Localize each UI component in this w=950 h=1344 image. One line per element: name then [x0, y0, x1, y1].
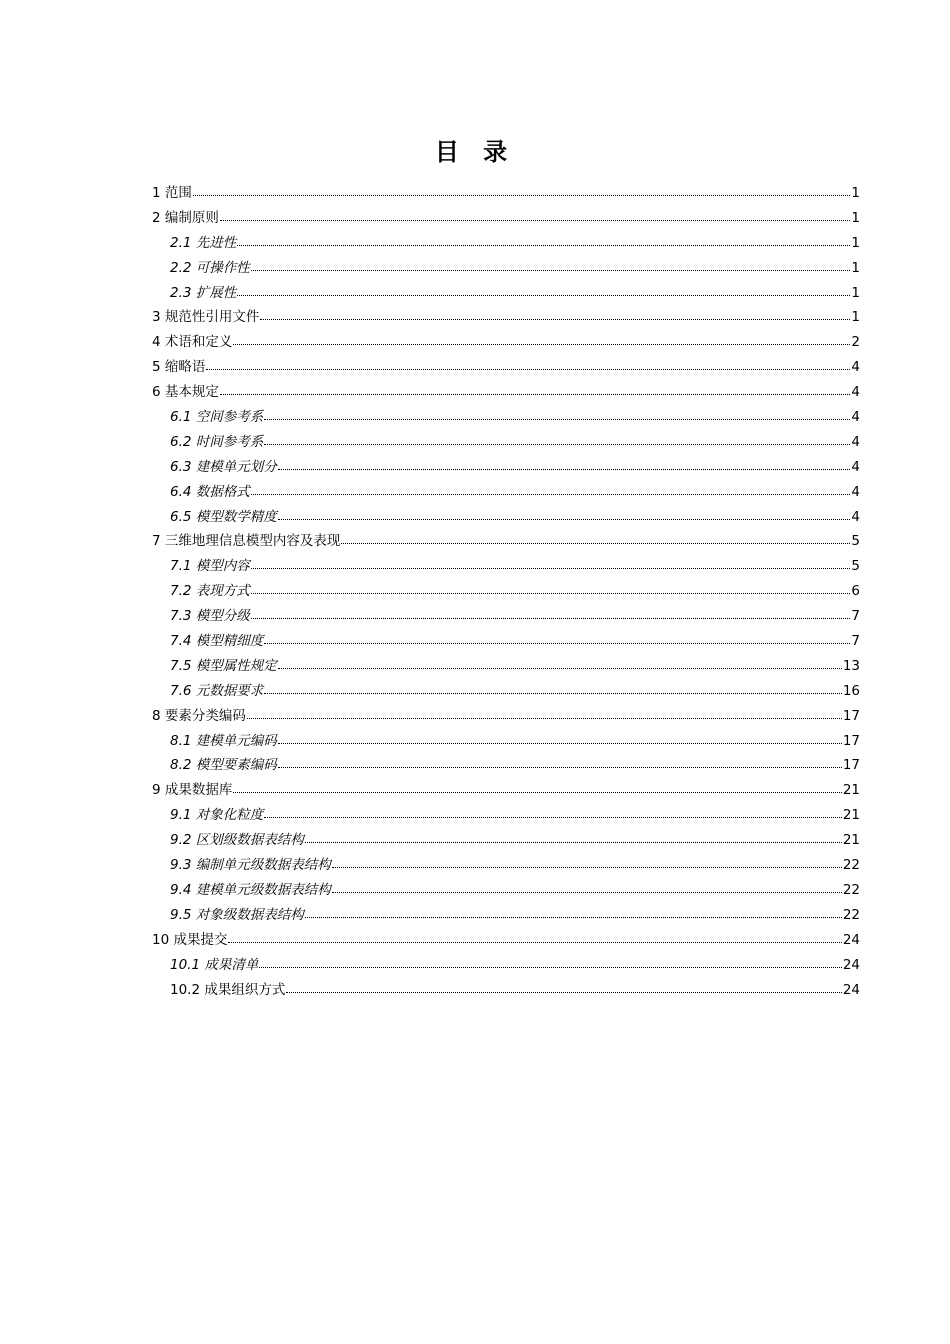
toc-entry-number: 7: [152, 533, 161, 550]
dot-leader: [260, 309, 850, 321]
toc-entry-label: 建模单元划分: [195, 458, 277, 475]
dot-leader: [264, 409, 850, 421]
toc-entry-title: [170, 430, 263, 455]
toc-entry[interactable]: [152, 629, 860, 654]
toc-page-number: 4: [851, 409, 860, 426]
toc-entry-label: 表现方式: [195, 583, 250, 600]
toc-entry-number: 9.4: [170, 881, 192, 898]
toc-page-number: 13: [842, 657, 860, 674]
toc-entry-number: 6.4: [170, 483, 192, 500]
toc-page-number: 7: [851, 633, 860, 650]
toc-page-number: 21: [842, 832, 860, 849]
toc-entry-title: [170, 281, 236, 306]
toc-entry-label: 元数据要求: [195, 682, 264, 699]
toc-entry[interactable]: [152, 604, 860, 629]
toc-page-number: 24: [842, 931, 860, 948]
toc-entry-label: 模型属性规定: [195, 657, 277, 674]
toc-entry-number: 4: [152, 334, 161, 351]
toc-page-number: 4: [851, 483, 860, 500]
toc-entry-number: 8: [152, 707, 161, 724]
dot-leader: [264, 807, 842, 819]
dot-leader: [206, 359, 850, 371]
toc-entry[interactable]: [152, 505, 860, 530]
toc-page-number: 1: [851, 209, 860, 226]
dot-leader: [247, 708, 842, 720]
toc-entry-label: 成果组织方式: [204, 981, 286, 998]
dot-leader: [228, 932, 841, 944]
toc-entry-number: 7.2: [170, 583, 192, 600]
toc-entry-title: [152, 330, 232, 355]
toc-entry-number: 2.2: [170, 259, 192, 276]
toc-entry-title: [170, 803, 263, 828]
dot-leader: [220, 210, 851, 222]
toc-entry-title: [170, 654, 277, 679]
toc-entry[interactable]: [152, 654, 860, 679]
toc-page-number: 7: [851, 608, 860, 625]
toc-page-number: 1: [851, 309, 860, 326]
toc-entry-number: 1: [152, 185, 161, 201]
toc-entry-number: 7.5: [170, 657, 192, 674]
dot-leader: [278, 459, 851, 471]
toc-entry-label: 成果提交: [173, 931, 228, 948]
toc-entry-label: 模型要素编码: [195, 757, 277, 774]
toc-entry-title: [170, 231, 236, 256]
toc-page-number: 5: [851, 533, 860, 550]
toc-page-number: 2: [851, 334, 860, 351]
toc-page-number: 22: [842, 906, 860, 923]
toc-entry-title: [152, 704, 246, 729]
toc-entry[interactable]: [152, 355, 860, 380]
dot-leader: [251, 260, 851, 272]
dot-leader: [278, 658, 842, 670]
toc-entry-title: [152, 355, 205, 380]
toc-entry-label: 先进性: [195, 234, 237, 251]
dot-leader: [278, 757, 842, 769]
toc-entry-title: [152, 529, 340, 554]
toc-page-number: 22: [842, 857, 860, 874]
toc-entry[interactable]: [152, 778, 860, 803]
toc-entry-number: 7.3: [170, 608, 192, 625]
dot-leader: [278, 509, 851, 521]
toc-entry-number: 10: [152, 931, 170, 948]
dot-leader: [251, 608, 851, 620]
toc-entry-title: [152, 778, 232, 803]
toc-page-number: 4: [851, 384, 860, 401]
toc-entry-number: 9.2: [170, 832, 192, 849]
toc-entry-title: [152, 305, 259, 330]
toc-entry[interactable]: [152, 206, 860, 231]
dot-leader: [278, 733, 842, 745]
toc-entry-label: 术语和定义: [164, 334, 233, 351]
toc-entry[interactable]: [152, 729, 860, 754]
toc-entry-number: 10.1: [170, 956, 201, 973]
toc-entry-title: [170, 455, 277, 480]
dot-leader: [332, 882, 842, 894]
dot-leader: [237, 235, 850, 247]
toc-entry[interactable]: [152, 679, 860, 704]
toc-page-number: 5: [851, 558, 860, 575]
toc-entry-label: 编制单元级数据表结构: [195, 857, 331, 874]
toc-entry-label: 模型内容: [195, 558, 250, 575]
toc-entry-number: 9: [152, 782, 161, 799]
dot-leader: [264, 434, 850, 446]
toc-entry-title: [170, 505, 277, 530]
toc-entry-number: 6.2: [170, 433, 192, 450]
toc-page-number: 16: [842, 682, 860, 699]
toc-entry[interactable]: [152, 281, 860, 306]
toc-page-number: 1: [851, 185, 860, 201]
toc-entry-title: [170, 629, 263, 654]
toc-entry-title: [152, 928, 227, 953]
dot-leader: [341, 533, 850, 545]
toc-entry-label: 规范性引用文件: [164, 309, 260, 326]
toc-entry-title: [170, 480, 250, 505]
toc-page-number: 17: [842, 732, 860, 749]
toc-entry-title: [170, 753, 277, 778]
toc-entry-number: 6.5: [170, 508, 192, 525]
dot-leader: [305, 832, 842, 844]
toc-entry[interactable]: [152, 978, 860, 1003]
toc-entry-label: 模型分级: [195, 608, 250, 625]
toc-entry-label: 缩略语: [164, 359, 206, 376]
toc-entry-title: [152, 380, 219, 405]
toc-entry-number: 3: [152, 309, 161, 326]
dot-leader: [264, 633, 850, 645]
toc-entry[interactable]: [152, 878, 860, 903]
toc-page-number: 22: [842, 881, 860, 898]
toc-page-number: 1: [851, 234, 860, 251]
toc-entry-title: [170, 903, 304, 928]
dot-leader: [332, 857, 842, 869]
dot-leader: [264, 683, 842, 695]
page-title: 目 录: [434, 137, 516, 166]
toc-entry-title: [170, 978, 285, 1003]
toc-entry[interactable]: [152, 579, 860, 604]
dot-leader: [305, 907, 842, 919]
toc-page-number: 24: [842, 981, 860, 998]
dot-leader: [233, 334, 850, 346]
toc-entry-title: [170, 604, 250, 629]
toc-entry-title: [170, 405, 263, 430]
toc-entry-title: [170, 679, 263, 704]
toc-entry[interactable]: [152, 554, 860, 579]
toc-entry-label: 数据格式: [195, 483, 250, 500]
toc-entry-label: 三维地理信息模型内容及表现: [164, 533, 341, 550]
toc-entry[interactable]: [152, 928, 860, 953]
toc-entry-number: 8.2: [170, 757, 192, 774]
dot-leader: [251, 484, 851, 496]
dot-leader: [286, 982, 841, 994]
toc-page-number: 17: [842, 757, 860, 774]
toc-entry-number: 9.3: [170, 857, 192, 874]
toc-entry-number: 6: [152, 384, 161, 401]
toc-entry-label: 范围: [164, 185, 192, 201]
table-of-contents: [152, 181, 860, 1002]
toc-entry-label: 成果数据库: [164, 782, 233, 799]
toc-entry-title: [170, 853, 331, 878]
toc-entry-title: [170, 878, 331, 903]
toc-entry-number: 7.4: [170, 633, 192, 650]
toc-entry-label: 对象级数据表结构: [195, 906, 304, 923]
toc-entry[interactable]: [152, 380, 860, 405]
dot-leader: [233, 782, 841, 794]
toc-entry-number: 6.3: [170, 458, 192, 475]
toc-page-number: 4: [851, 458, 860, 475]
toc-entry-label: 要素分类编码: [164, 707, 246, 724]
toc-entry-number: 7.6: [170, 682, 192, 699]
toc-entry-title: [170, 579, 250, 604]
dot-leader: [259, 957, 841, 969]
toc-entry-label: 模型精细度: [195, 633, 264, 650]
toc-entry-number: 2: [152, 209, 161, 226]
dot-leader: [193, 185, 851, 197]
toc-entry-number: 7.1: [170, 558, 192, 575]
toc-entry-label: 扩展性: [195, 284, 237, 301]
toc-entry[interactable]: [152, 231, 860, 256]
toc-entry-label: 时间参考系: [195, 433, 264, 450]
toc-entry-title: [170, 554, 250, 579]
toc-entry-label: 区划级数据表结构: [195, 832, 304, 849]
toc-page-number: 1: [851, 259, 860, 276]
toc-entry-number: 5: [152, 359, 161, 376]
toc-entry-label: 建模单元级数据表结构: [195, 881, 331, 898]
toc-entry-number: 2.3: [170, 284, 192, 301]
toc-page-number: 1: [851, 284, 860, 301]
toc-entry-label: 成果清单: [204, 956, 259, 973]
toc-entry-number: 2.1: [170, 234, 192, 251]
toc-page-number: 24: [842, 956, 860, 973]
toc-entry-number: 10.2: [170, 981, 201, 998]
toc-entry-title: [152, 181, 192, 206]
toc-entry-label: 编制原则: [164, 209, 219, 226]
toc-entry[interactable]: [152, 953, 860, 978]
toc-entry[interactable]: [152, 853, 860, 878]
toc-entry[interactable]: [152, 803, 860, 828]
toc-entry-label: 对象化粒度: [195, 807, 264, 824]
toc-page-number: 6: [851, 583, 860, 600]
toc-entry[interactable]: [152, 256, 860, 281]
toc-entry[interactable]: [152, 529, 860, 554]
toc-page-number: 4: [851, 433, 860, 450]
toc-entry[interactable]: [152, 480, 860, 505]
toc-entry-title: [170, 953, 258, 978]
toc-entry-number: 9.1: [170, 807, 192, 824]
toc-page-number: 4: [851, 359, 860, 376]
toc-entry[interactable]: [152, 704, 860, 729]
toc-entry-label: 模型数学精度: [195, 508, 277, 525]
toc-entry-title: [170, 729, 277, 754]
toc-entry-number: 6.1: [170, 409, 192, 426]
toc-entry-label: 基本规定: [164, 384, 219, 401]
toc-page-number: 17: [842, 707, 860, 724]
toc-page-number: 4: [851, 508, 860, 525]
toc-entry-title: [152, 206, 219, 231]
toc-entry[interactable]: [152, 305, 860, 330]
toc-page-number: 21: [842, 782, 860, 799]
toc-entry[interactable]: [152, 330, 860, 355]
toc-page-number: 21: [842, 807, 860, 824]
toc-entry-title: [170, 828, 304, 853]
dot-leader: [251, 583, 851, 595]
toc-entry[interactable]: [152, 828, 860, 853]
toc-entry[interactable]: [152, 455, 860, 480]
dot-leader: [251, 558, 851, 570]
toc-entry[interactable]: [152, 181, 860, 206]
toc-entry-number: 9.5: [170, 906, 192, 923]
toc-entry-number: 8.1: [170, 732, 192, 749]
toc-entry-title: [170, 256, 250, 281]
dot-leader: [220, 384, 851, 396]
toc-entry[interactable]: [152, 430, 860, 455]
toc-entry-label: 建模单元编码: [195, 732, 277, 749]
toc-entry-label: 空间参考系: [195, 409, 264, 426]
toc-entry[interactable]: [152, 405, 860, 430]
toc-entry-label: 可操作性: [195, 259, 250, 276]
dot-leader: [237, 285, 850, 297]
toc-entry[interactable]: [152, 903, 860, 928]
toc-entry[interactable]: [152, 753, 860, 778]
